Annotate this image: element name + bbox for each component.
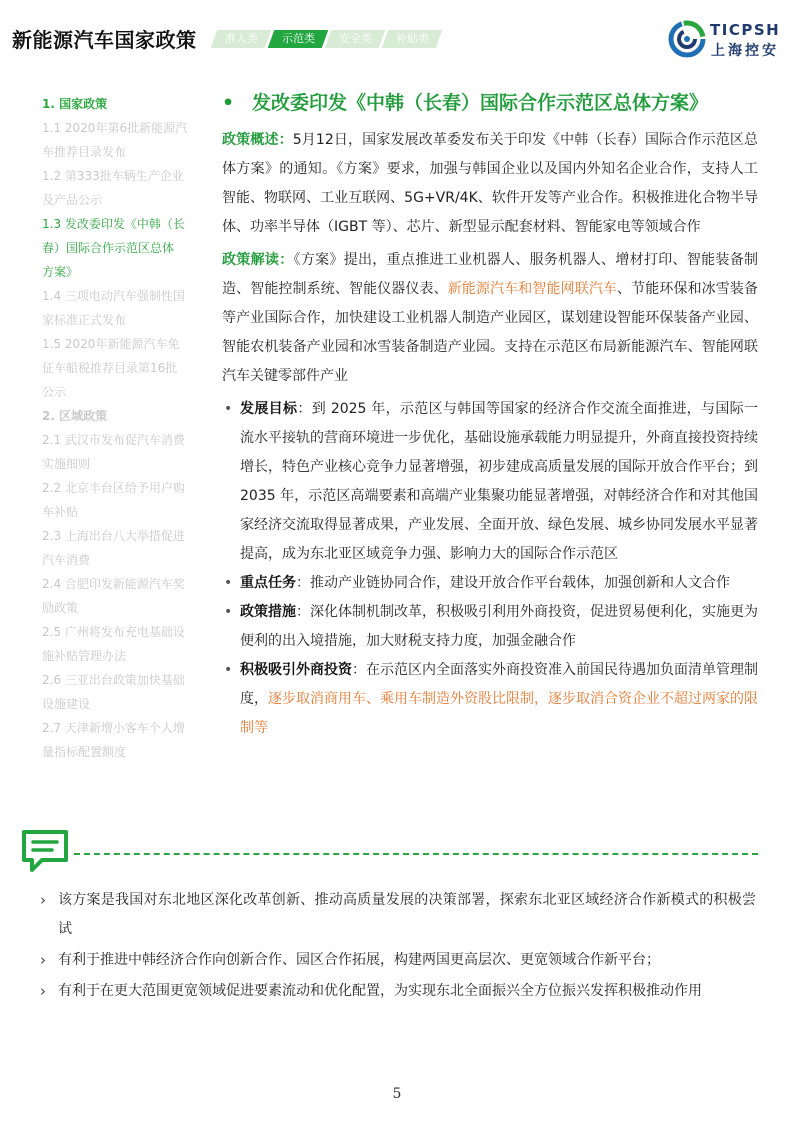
toc-item[interactable]: 公示: [42, 385, 67, 399]
page-number: 5: [392, 1086, 402, 1102]
toc-item[interactable]: 2.2 北京丰台区给予用户购: [42, 481, 185, 495]
toc-section[interactable]: 2. 区域政策: [42, 409, 108, 423]
title-bullet: •: [222, 92, 235, 114]
tab-safety[interactable]: [325, 30, 386, 48]
article-title: [222, 86, 758, 120]
toc-item[interactable]: 2.5 广州将发布充电基础设: [42, 625, 185, 639]
toc-item[interactable]: 1.2 第333批车辆生产企业: [42, 169, 184, 183]
category-tabs: [214, 30, 442, 48]
article-body: [222, 86, 758, 743]
toc-item[interactable]: 1.5 2020年新能源汽车免: [42, 337, 180, 351]
toc-item[interactable]: 1.1 2020年第6批新能源汽: [42, 121, 188, 135]
overview-text: 5月12日，国家发展改革委发布关于印发《中韩（长春）国际合作示范区总体方案》的通知。《方案》要求，加强与韩国企业以及国内外知名企业合作，支持人工智能、物联网、工业互联网、5G+VR/4K、软件开发等产业合作。积极推进化合物半导体、功率半导体（IGBT 等）、芯片、新型显示配套材料、智能家电等领域合作: [222, 132, 759, 235]
tab-access-label: 准入类: [224, 32, 258, 45]
point-label: 发展目标: [240, 401, 298, 417]
toc-item[interactable]: 征车船税推荐目录第16批: [42, 361, 178, 375]
conclusion-item: › 有利于推进中韩经济合作向创新合作、园区合作拓展，构建两国更高层次、更宽领域合作新平台；: [40, 946, 756, 975]
toc-item[interactable]: 2.3 上海出台八大举措促进: [42, 529, 185, 543]
interpretation-label: 政策解读: [222, 252, 280, 268]
point-sep: ：: [352, 662, 366, 678]
toc-item[interactable]: 家标准正式发布: [42, 313, 127, 327]
toc-item[interactable]: 励政策: [42, 601, 79, 615]
point-label: 重点任务: [240, 575, 296, 591]
toc-item[interactable]: 汽车消费: [42, 553, 91, 567]
toc-item[interactable]: 设施建设: [42, 697, 91, 711]
company-logo: [668, 20, 784, 60]
tab-safety-label: 安全类: [338, 32, 372, 45]
policy-point: [222, 569, 758, 598]
policy-point: [222, 656, 758, 743]
point-highlight: 逐步取消商用车、乘用车制造外资股比限制，逐步取消合资企业不超过两家的限制等: [240, 691, 758, 736]
interpretation-text-1: 《方案》提出，重点推进工业机器人、服务机器人、增材打印、智能装备制造、智能控制系统、智能仪器仪表、: [222, 252, 759, 297]
toc-item-active[interactable]: 方案》: [42, 265, 79, 279]
toc-item[interactable]: 1. 国家政策: [42, 97, 108, 111]
logo-text-en: TICPSH: [710, 21, 781, 39]
policy-interpretation: [222, 246, 758, 391]
point-sep: ：: [296, 604, 310, 620]
interpretation-sep: ：: [279, 252, 294, 268]
toc-item[interactable]: 2.4 合肥印发新能源汽车奖: [42, 577, 185, 591]
overview-label: 政策概述: [222, 132, 279, 148]
toc-item-active[interactable]: 1.3 发改委印发《中韩（长: [42, 217, 185, 231]
tab-subsidy-label: 补贴类: [395, 32, 429, 45]
conclusion-list: [40, 886, 756, 1008]
toc-item[interactable]: 1.4 三项电动汽车强制性国: [42, 289, 185, 303]
chat-bubble-icon: [20, 828, 70, 874]
tab-demonstration[interactable]: [268, 30, 329, 48]
point-label: 政策措施: [240, 604, 296, 620]
toc-item[interactable]: 2.6 三亚出台政策加快基础: [42, 673, 185, 687]
toc-item[interactable]: 车补贴: [42, 505, 79, 519]
section-divider: [74, 853, 758, 855]
toc-item[interactable]: 2.7 天津新增小客车个人增: [42, 721, 185, 735]
policy-point: [222, 598, 758, 656]
point-sep: ：: [297, 401, 312, 417]
interpretation-text-2: 、节能环保和冰雪装备等产业国际合作，加快建设工业机器人制造产业园区，谋划建设智能环保装备产业园、智能农机装备产业园和冰雪装备制造产业园。支持在示范区布局新能源汽车、智能网联汽车关键零部件产业: [222, 281, 759, 384]
point-text: 在示范区内全面落实外商投资准入前国民待遇加负面清单管理制度，: [240, 662, 758, 707]
ticpsh-logo-icon: [668, 20, 706, 58]
policy-point: [222, 395, 758, 569]
conclusion-item: › 有利于在更大范围更宽领域促进要素流动和优化配置，为实现东北全面振兴全方位振兴发挥积极推动作用: [40, 977, 756, 1006]
policy-overview: [222, 126, 758, 242]
toc-item[interactable]: 量指标配置额度: [42, 745, 127, 759]
toc-item-active[interactable]: 春）国际合作示范区总体: [42, 241, 175, 255]
tab-demonstration-label: 示范类: [281, 32, 315, 45]
overview-sep: ：: [278, 132, 293, 148]
tab-access[interactable]: [211, 30, 272, 48]
toc-item[interactable]: 2.1 武汉市发布促汽车消费: [42, 433, 185, 447]
point-text: 推动产业链协同合作，建设开放合作平台载体，加强创新和人文合作: [310, 575, 730, 591]
toc-item[interactable]: 车推荐目录发布: [42, 145, 127, 159]
toc-sidebar: [42, 92, 202, 764]
policy-points: [222, 395, 758, 743]
tab-subsidy[interactable]: [382, 30, 443, 48]
toc-item[interactable]: 实施细则: [42, 457, 91, 471]
toc-item[interactable]: 施补贴管理办法: [42, 649, 127, 663]
logo-text-cn: 上海控安: [711, 43, 779, 59]
point-text: 深化体制机制改革，积极吸引利用外商投资，促进贸易便利化，实施更为便利的出入境措施，加大财税支持力度，加强金融合作: [240, 604, 758, 649]
point-text: 到 2025 年，示范区与韩国等国家的经济合作交流全面推进，与国际一流水平接轨的营商环境进一步优化，基础设施承载能力明显提升，外商直接投资持续增长，特色产业核心竞争力显著增强，初步建成高质量发展的国际开放合作平台；到 2035 年，示范区高端要素和高端产业集聚功能显著增强，对韩经济合作和对其他国家经济交流取得显著成果，产业发展、全面开放、绿色发展、城乡协同发展水平显著提高，成为东北亚区域竞争力强、影响力大的国际合作示范区: [240, 401, 759, 562]
toc-item[interactable]: 及产品公示: [42, 193, 103, 207]
interpretation-highlight: 新能源汽车和智能网联汽车: [447, 281, 618, 297]
conclusion-item: › 该方案是我国对东北地区深化改革创新、推动高质量发展的决策部署，探索东北亚区域经济合作新模式的积极尝试: [40, 886, 756, 944]
page-title: 新能源汽车国家政策: [12, 28, 197, 52]
article-title-text: 发改委印发《中韩（长春）国际合作示范区总体方案》: [252, 92, 709, 114]
point-label: 积极吸引外商投资: [240, 662, 352, 678]
point-sep: ：: [296, 575, 310, 591]
